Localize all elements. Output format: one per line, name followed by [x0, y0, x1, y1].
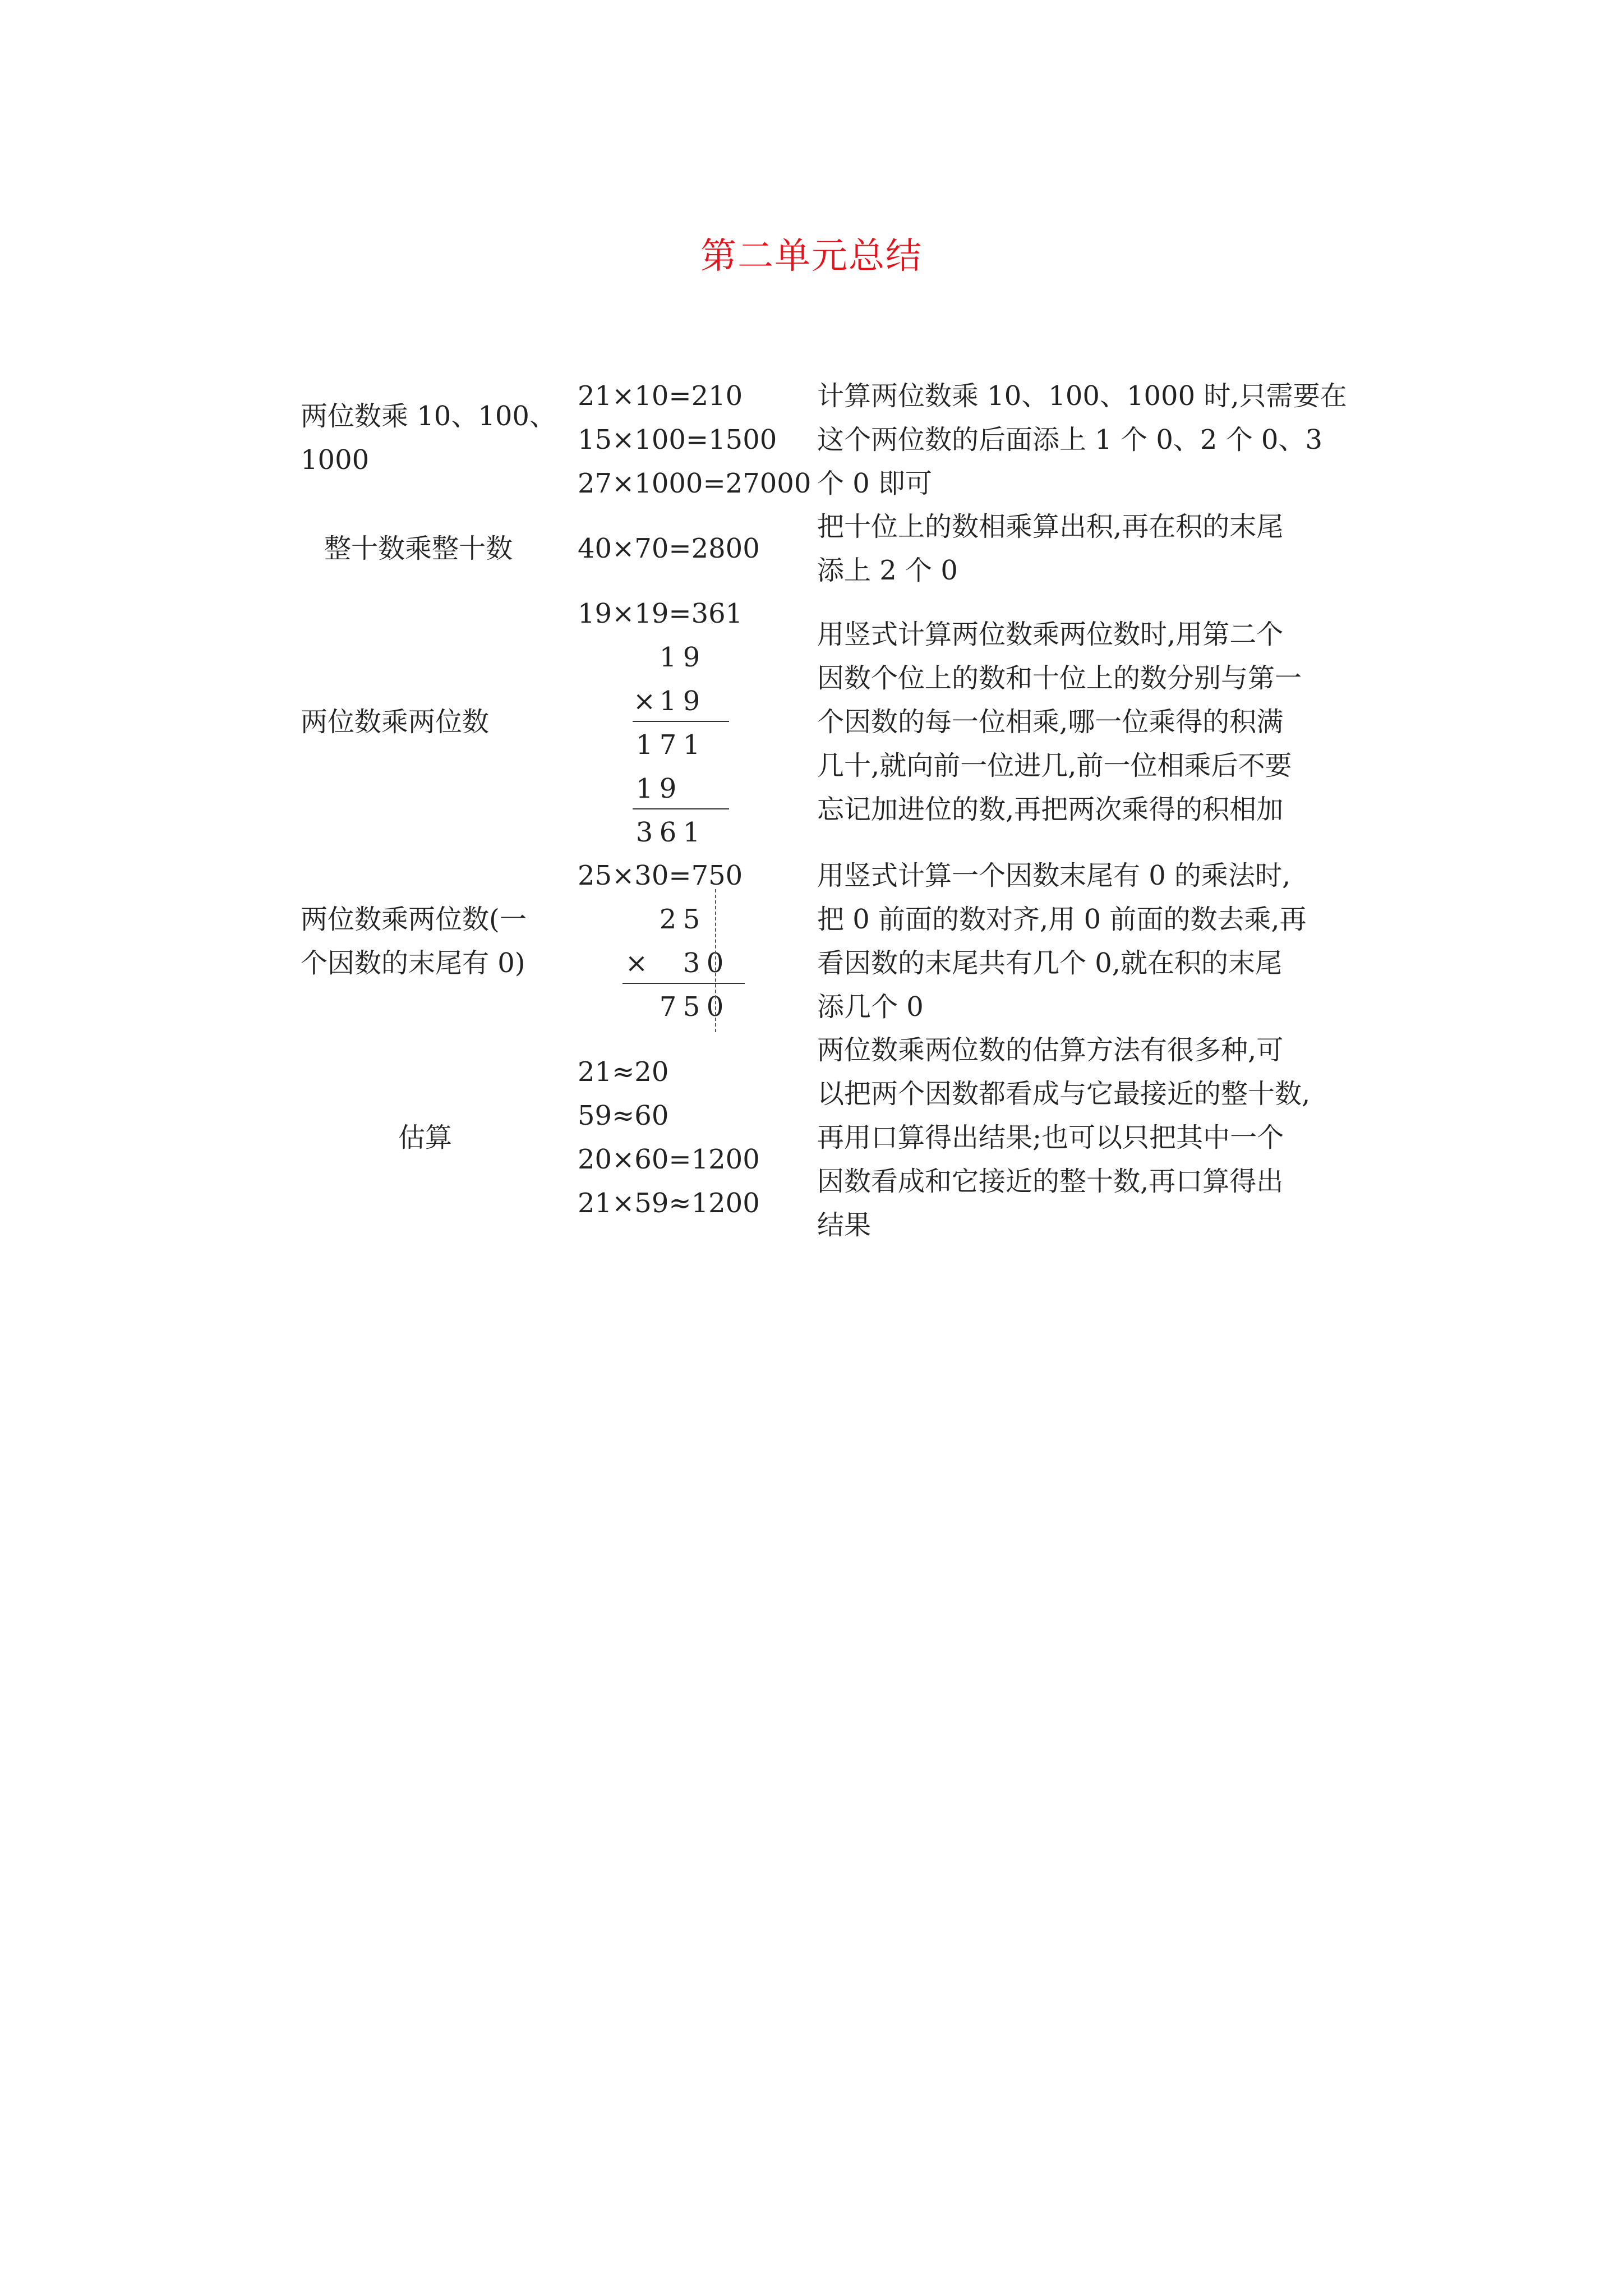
topic-label: 整十数乘整十数	[324, 533, 513, 564]
example-line: 40×70=2800	[578, 533, 760, 564]
example-line: 21≈20	[578, 1056, 669, 1088]
topic-label: 估算	[398, 1122, 453, 1153]
vertical-result: 3 6 1	[635, 817, 700, 848]
vertical-partial-product: 1 7 1	[635, 729, 700, 761]
vertical-multiplier: × 3 0	[625, 947, 724, 979]
vertical-result: 7 5 0	[659, 991, 724, 1023]
description: 把十位上的数相乘算出积,再在积的末尾 添上 2 个 0	[817, 511, 1284, 586]
topic-label: 两位数乘两位数	[301, 706, 490, 738]
alignment-guide-line	[715, 889, 716, 1032]
vertical-rule	[623, 983, 745, 984]
example-line: 27×1000=27000	[578, 468, 811, 499]
vertical-multiplicand: 1 9	[659, 642, 700, 673]
description: 两位数乘两位数的估算方法有很多种,可 以把两个因数都看成与它最接近的整十数, 再用口算得出结果;也可以只把其中一个 因数看成和它接近的整十数,再口算得出 结果	[817, 1034, 1311, 1241]
example-line: 59≈60	[578, 1100, 669, 1131]
topic-label: 两位数乘两位数(一 个因数的末尾有 0)	[301, 904, 527, 979]
description: 用竖式计算两位数乘两位数时,用第二个 因数个位上的数和十位上的数分别与第一 个因数的每一位相乘,哪一位乘得的积满 几十,就向前一位进几,前一位相乘后不要 忘记加进位的数,再把两次乘得的积相加	[817, 619, 1302, 825]
example-line: 21×59≈1200	[578, 1188, 760, 1219]
example-line: 21×10=210	[578, 380, 743, 412]
page-title: 第二单元总结	[700, 236, 923, 277]
topic-label: 两位数乘 10、100、 1000	[301, 401, 556, 476]
example-line: 20×60=1200	[578, 1144, 760, 1175]
vertical-multiplicand: 2 5	[659, 904, 700, 935]
example-line: 25×30=750	[578, 860, 743, 891]
vertical-rule	[633, 808, 729, 809]
description: 计算两位数乘 10、100、1000 时,只需要在 这个两位数的后面添上 1 个 0、2 个 0、3 个 0 即可	[817, 380, 1347, 499]
vertical-multiplier: × 1 9	[633, 685, 700, 717]
example-line: 15×100=1500	[578, 424, 777, 455]
vertical-rule	[633, 721, 729, 722]
vertical-partial-product: 1 9	[635, 773, 677, 804]
example-line: 19×19=361	[578, 598, 743, 629]
description: 用竖式计算一个因数末尾有 0 的乘法时, 把 0 前面的数对齐,用 0 前面的数去乘,再 看因数的末尾共有几个 0,就在积的末尾 添几个 0	[817, 860, 1307, 1023]
